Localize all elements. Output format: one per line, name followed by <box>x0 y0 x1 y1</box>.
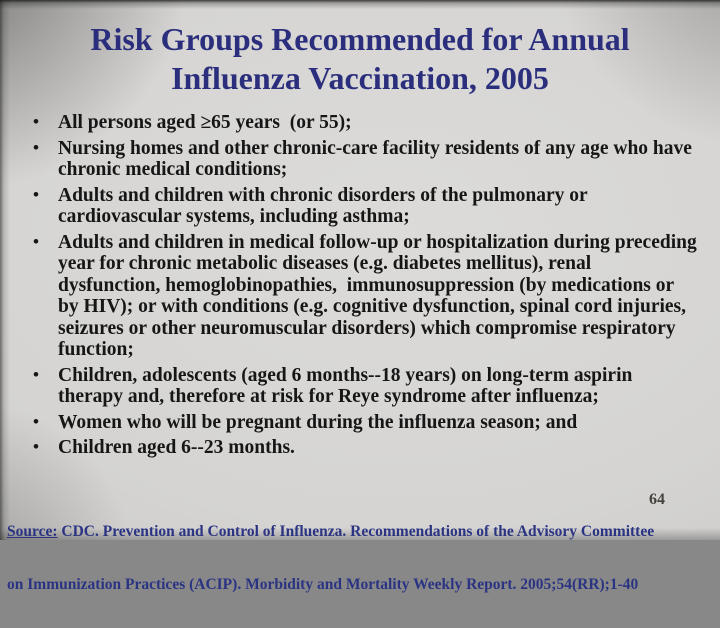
bullet-text: Nursing homes and other chronic-care facility residents of any age who have chronic medical conditions; <box>58 137 697 180</box>
bullet-item <box>30 231 702 361</box>
source-line1 <box>7 523 719 541</box>
bullet-text: Adults and children in medical follow-up or hospitalization during preceding year for chronic metabolic diseases (e.g. diabetes mellitus), renal dysfunction, hemoglobinopathies, immunosuppression (by medications or by HIV); or with conditions (e.g. cognitive dysfunction, spinal cord injuries, seizures or other neuromuscular disorders) which compromise respiratory function; <box>58 231 702 360</box>
bullet-list <box>30 112 702 463</box>
bullet-item <box>30 412 698 434</box>
source-label: Source: <box>7 523 58 540</box>
source-line2: on Immunization Practices (ACIP). Morbidity and Mortality Weekly Report. 2005;54(RR);1-40 <box>7 575 639 593</box>
slide-title <box>0 20 720 98</box>
bullet-text: Children aged 6--23 months. <box>58 437 295 458</box>
source-line1-text: CDC. Prevention and Control of Influenza. Recommendations of the Advisory Committee <box>57 523 655 540</box>
bullet-dot-icon: • <box>33 411 39 431</box>
bullet-item <box>30 185 698 228</box>
bullet-dot-icon: • <box>33 364 39 384</box>
bullet-dot-icon: • <box>33 437 39 456</box>
bullet-text: Children, adolescents (aged 6 months--18 years) on long-term aspirin therapy and, therefore at risk for Reye syndrome after influenza; <box>58 364 638 407</box>
bullet-dot-icon: • <box>33 184 39 204</box>
slide-title-line2: Influenza Vaccination, 2005 <box>171 60 549 96</box>
source-citation <box>7 488 719 628</box>
slide-title-line1: Risk Groups Recommended for Annual <box>90 21 630 57</box>
bullet-dot-icon: • <box>33 112 39 131</box>
bullet-dot-icon: • <box>33 137 39 157</box>
bullet-item <box>30 138 698 181</box>
bullet-item <box>30 112 698 134</box>
page-number: 64 <box>649 491 665 508</box>
bullet-item <box>30 365 698 408</box>
bullet-text: Women who will be pregnant during the influenza season; and <box>58 411 578 433</box>
bullet-text: Adults and children with chronic disorders of the pulmonary or cardiovascular systems, including asthma; <box>58 184 593 227</box>
bullet-text: All persons aged ≥65 years (or 55); <box>58 112 352 133</box>
bullet-item <box>30 437 698 459</box>
bullet-dot-icon: • <box>33 231 39 251</box>
